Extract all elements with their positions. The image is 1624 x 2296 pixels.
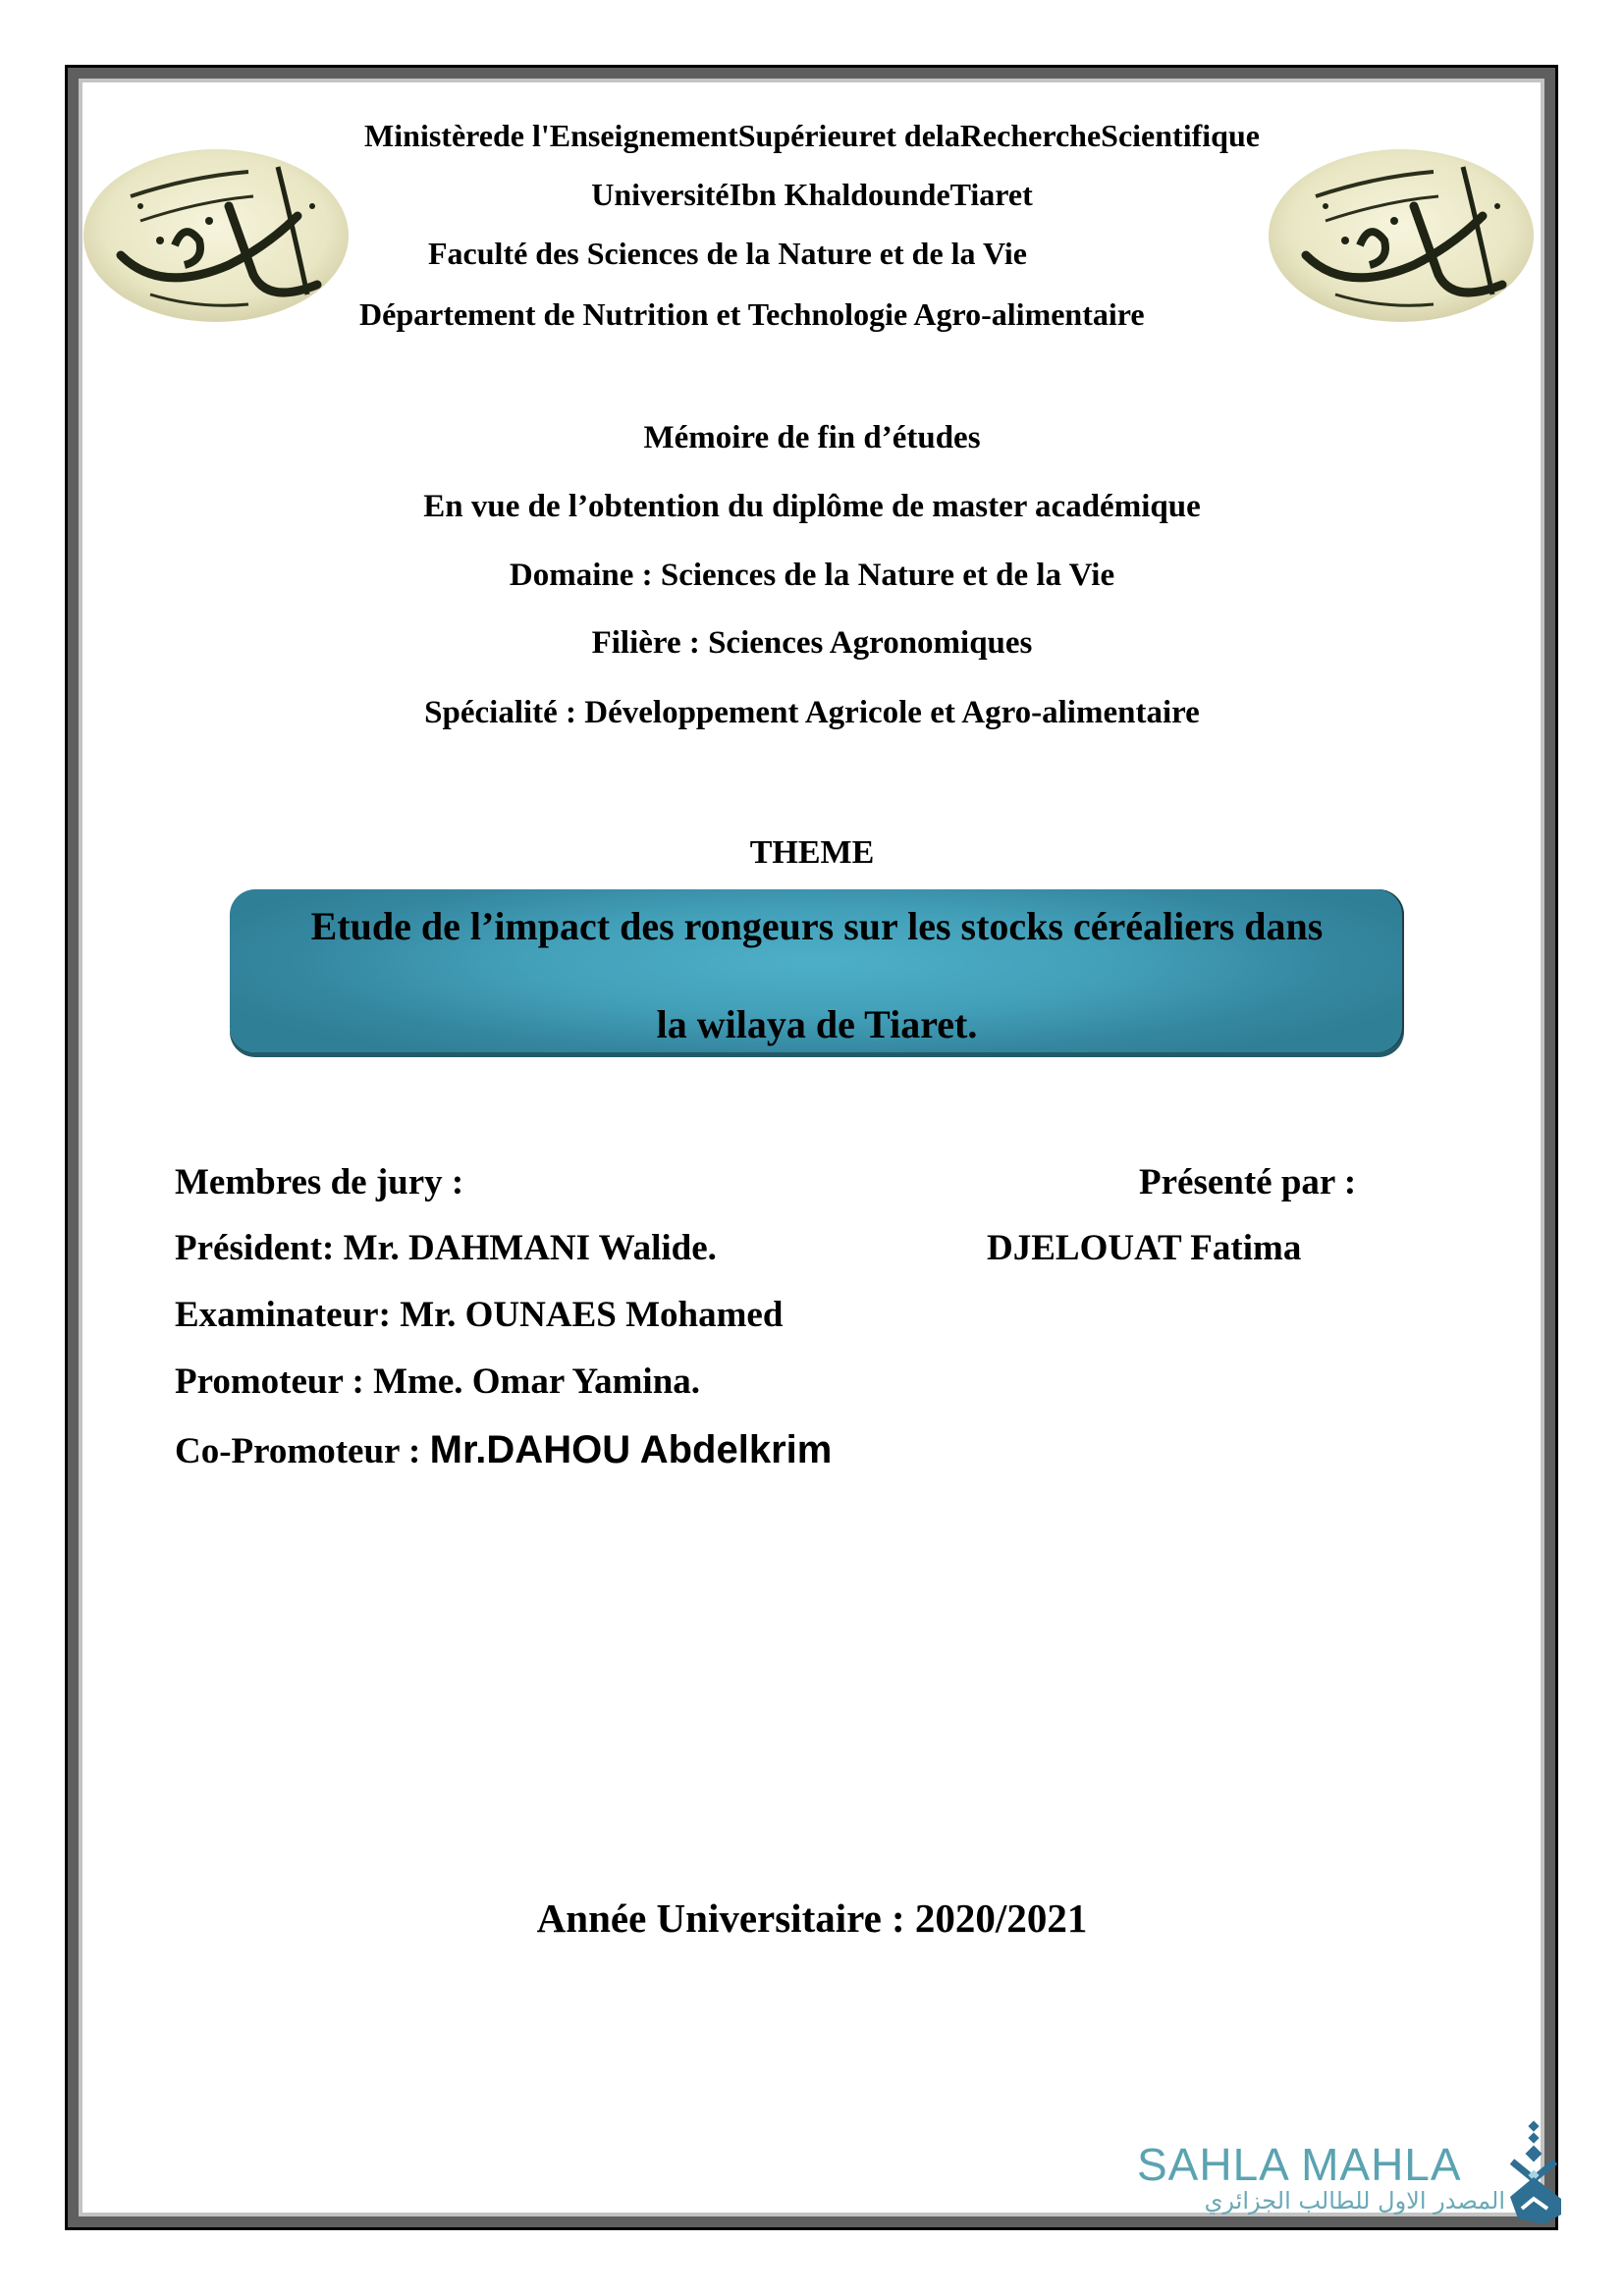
jury-member-president	[175, 1227, 717, 1269]
academic-year: Année Universitaire : 2020/2021	[536, 1896, 1088, 1941]
thesis-field: Filière : Sciences Agronomiques	[591, 625, 1033, 661]
theme-title-line-2: la wilaya de Tiaret.	[656, 1002, 978, 1046]
watermark-title: SAHLA MAHLA	[1137, 2139, 1462, 2190]
jury-name: Mr. OUNAES Mohamed	[400, 1295, 784, 1335]
page-area	[82, 82, 1541, 2213]
jury-name: Mr.DAHOU Abdelkrim	[429, 1428, 833, 1471]
jury-role: Président:	[175, 1228, 335, 1268]
jury-member-supervisor	[175, 1361, 700, 1403]
presented-by-heading: Présenté par :	[1139, 1162, 1357, 1202]
jury-role: Co-Promoteur :	[175, 1431, 421, 1471]
jury-member-co-supervisor	[175, 1428, 832, 1472]
theme-title-line-1: Etude de l’impact des rongeurs sur les stocks céréaliers dans	[310, 904, 1324, 948]
theme-label: THEME	[749, 834, 875, 871]
jury-member-examiner	[175, 1294, 783, 1336]
thesis-specialty: Spécialité : Développement Agricole et Agro-alimentaire	[424, 695, 1200, 730]
theme-title-box	[230, 889, 1404, 1052]
jury-name: Mme. Omar Yamina.	[373, 1362, 701, 1402]
jury-role: Promoteur :	[175, 1362, 364, 1402]
faculty-name: Faculté des Sciences de la Nature et de la Vie	[428, 236, 1027, 271]
university-seal-icon	[81, 147, 352, 324]
department-name: Département de Nutrition et Technologie Agro-alimentaire	[359, 296, 1145, 332]
jury-name: Mr. DAHMANI Walide.	[343, 1228, 717, 1268]
ministry-name: Ministèrede l'EnseignementSupérieuret delaRechercheScientifique	[364, 118, 1260, 153]
university-seal-icon	[1267, 147, 1537, 324]
sahla-mahla-emblem-icon	[1504, 2120, 1573, 2228]
jury-role: Examinateur:	[175, 1295, 391, 1335]
university-name: UniversitéIbn KhaldoundeTiaret	[591, 177, 1033, 212]
thesis-purpose: En vue de l’obtention du diplôme de master académique	[423, 489, 1201, 524]
watermark	[1137, 2139, 1505, 2215]
watermark-subtitle: المصدر الاول للطالب الجزائري	[1204, 2187, 1505, 2215]
thesis-type: Mémoire de fin d’études	[643, 420, 981, 455]
jury-heading: Membres de jury :	[175, 1162, 464, 1202]
student-name: DJELOUAT Fatima	[987, 1228, 1302, 1268]
thesis-domain: Domaine : Sciences de la Nature et de la Vie	[509, 558, 1115, 593]
